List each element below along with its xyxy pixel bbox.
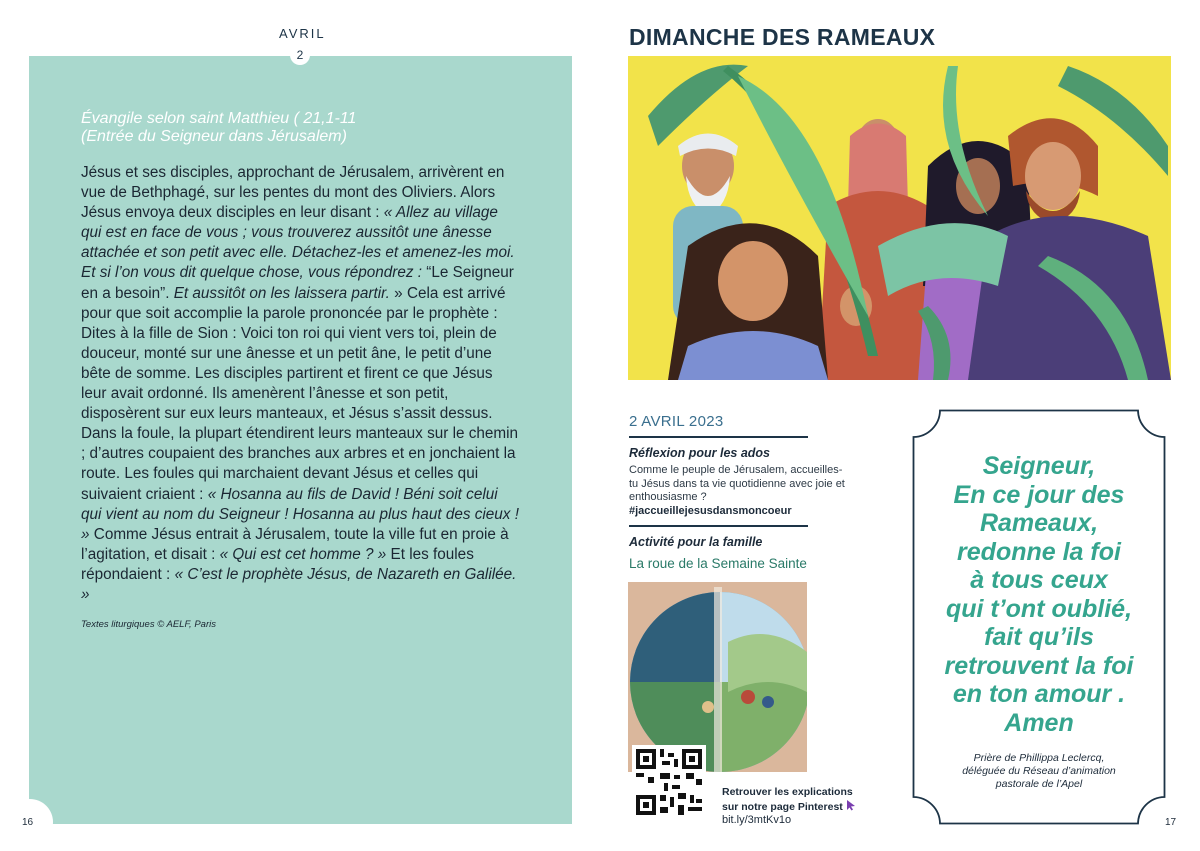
gospel-text-part: Et les foules répondaient : (81, 545, 474, 583)
prayer-author-line: Prière de Phillippa Leclercq, (973, 752, 1105, 764)
gospel-text-part: « Hosanna au fils de David ! Béni soit celui qui vient au nom du Seigneur ! Hosanna au plus haut des cieux ! » (81, 485, 519, 543)
month-label: AVRIL (279, 26, 326, 41)
prayer-author-line: pastorale de l’Apel (995, 778, 1083, 790)
prayer-line: redonne la foi (957, 537, 1121, 566)
prayer-line: fait qu’ils (984, 623, 1094, 651)
event-date: 2 AVRIL 2023 (629, 413, 724, 430)
prayer-line: Amen (1004, 708, 1074, 737)
gospel-text-part: Jésus et ses disciples, approchant de Jérusalem, arrivèrent en vue de Bethphagé, sur les pentes du mont des Oliviers. Alors Jésus envoya deux disciples en leur disant : (81, 164, 505, 222)
reflection-heading: Réflexion pour les ados (629, 446, 771, 460)
hashtag: #jaccueillejesusdansmoncoeur (629, 504, 792, 517)
cursor-arrow-icon (846, 799, 856, 815)
gospel-section (81, 110, 521, 630)
prayer-line: retrouvent la foi (944, 651, 1134, 680)
gospel-title (81, 110, 521, 146)
pinterest-instructions (722, 786, 867, 815)
page-number-left: 16 (22, 817, 34, 828)
prayer-text (924, 452, 1154, 737)
palm-sunday-illustration (628, 56, 1171, 380)
gospel-title-line-1: Évangile selon saint Matthieu ( 21,1-11 (81, 110, 357, 127)
prayer-line: En ce jour des (953, 480, 1125, 509)
liturgical-credits: Textes liturgiques © AELF, Paris (81, 619, 216, 631)
qr-code-icon[interactable] (632, 745, 706, 819)
divider-line (629, 436, 808, 438)
holy-week-wheel-photo (628, 582, 807, 772)
gospel-text-part: » Cela est arrivé pour que soit accomplie la parole prononcée par le prophète : Dites à la fille de Sion : Voici ton roi qui vient vers toi, plein de douceur, monté sur une ânesse et un petit âne, le petit d’une bête de somme. Les disciples partirent et firent ce que Jésus leur avait ordonné. Ils amenèrent l’ânesse et son petit, disposèrent sur eux leurs manteaux, et Jésus s’assit dessus. Dans la foule, la plupart étendirent leurs manteaux sur le chemin ; d’autres coupaient des branches aux arbres et en jonchaient la route. Les foules qui marchaient devant Jésus et celles qui suivaient criaient : (81, 284, 519, 503)
gospel-text-part: « Allez au village qui est en face de vous ; vous trouverez aussitôt une ânesse attachée et son petit avec elle. Détachez-les et amenez-les moi. Et si l’on vous dit quelque chose, vous répondrez : (81, 204, 515, 282)
gospel-text-part: Et aussitôt on les laissera partir. (173, 284, 390, 302)
gospel-text-part: Comme Jésus entrait à Jérusalem, toute la ville fut en proie à l’agitation, et disait : (81, 525, 509, 563)
prayer-line: à tous ceux (970, 566, 1108, 594)
prayer-author-line: déléguée du Réseau d’animation (962, 765, 1116, 777)
divider-line (629, 525, 808, 527)
activity-heading: Activité pour la famille (629, 535, 763, 549)
prayer-line: Seigneur, (982, 452, 1096, 480)
gospel-text-part: « Qui est cet homme ? » (219, 545, 387, 563)
pinterest-text: Retrouver les explications sur notre page Pinterest (722, 786, 853, 813)
page-heading: DIMANCHE DES RAMEAUX (629, 24, 936, 50)
reflection-question: Comme le peuple de Jérusalem, accueilles-tu Jésus dans ta vie quotidienne avec joie et enthousiasme ? (629, 464, 845, 503)
prayer-author (934, 752, 1144, 791)
gospel-title-line-2: (Entrée du Seigneur dans Jérusalem) (81, 128, 347, 145)
pinterest-short-link[interactable]: bit.ly/3mtKv1o (722, 814, 792, 826)
activity-title: La roue de la Semaine Sainte (629, 556, 807, 571)
gospel-text-part: « C’est le prophète Jésus, de Nazareth en Galilée. » (81, 565, 517, 603)
gospel-text-part: “Le Seigneur en a besoin”. (81, 264, 514, 302)
reflection-text (629, 464, 849, 518)
prayer-line: Rameaux, (979, 509, 1099, 537)
prayer-line: en ton amour . (952, 680, 1126, 708)
day-badge: 2 (290, 45, 310, 65)
prayer-line: qui t’ont oublié, (945, 594, 1133, 623)
gospel-text (81, 163, 521, 605)
page-number-right: 17 (1165, 817, 1177, 828)
